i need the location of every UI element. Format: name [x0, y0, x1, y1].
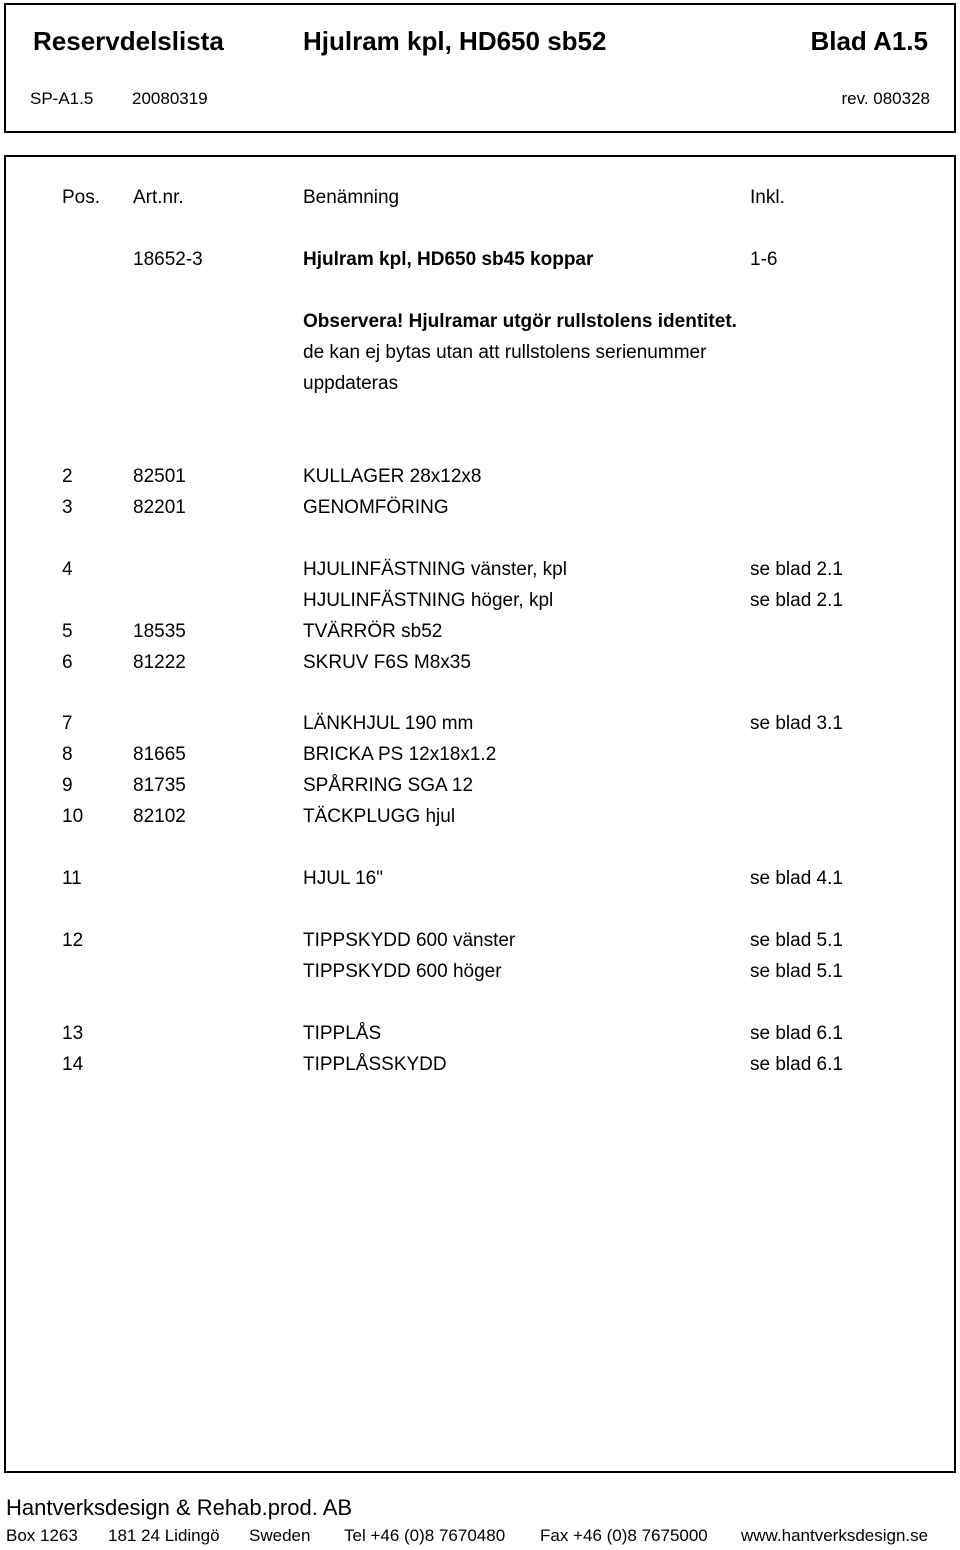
assembly-incl: 1-6 — [750, 249, 778, 270]
row-incl: se blad 5.1 — [750, 961, 843, 982]
row-pos: 10 — [62, 806, 84, 827]
row-name: TIPPLÅS — [303, 1023, 382, 1044]
assembly-name: Hjulram kpl, HD650 sb45 koppar — [303, 249, 594, 270]
row-name: KULLAGER 28x12x8 — [303, 466, 482, 487]
footer-web[interactable]: www.hantverksdesign.se — [741, 1526, 929, 1545]
row-pos: 13 — [62, 1023, 84, 1044]
footer-fax: Fax +46 (0)8 7675000 — [540, 1526, 708, 1545]
column-header-pos: Pos. — [62, 187, 101, 208]
row-name: TIPPSKYDD 600 vänster — [303, 930, 516, 951]
row-pos: 3 — [62, 497, 73, 518]
row-pos: 9 — [62, 775, 73, 796]
assembly-art: 18652-3 — [133, 249, 203, 270]
footer-city: 181 24 Lidingö — [108, 1526, 220, 1545]
row-incl: se blad 5.1 — [750, 930, 843, 951]
row-pos: 6 — [62, 652, 73, 673]
sheet-number: Blad A1.5 — [810, 26, 928, 56]
note-line-2: de kan ej bytas utan att rullstolens serienummer — [303, 342, 707, 363]
row-incl: se blad 3.1 — [750, 713, 843, 734]
row-name: TVÄRRÖR sb52 — [303, 621, 443, 642]
row-art: 81222 — [133, 652, 186, 673]
column-header-incl: Inkl. — [750, 187, 785, 208]
row-name: LÄNKHJUL 190 mm — [303, 713, 474, 734]
row-pos: 11 — [62, 868, 82, 889]
row-name: BRICKA PS 12x18x1.2 — [303, 744, 497, 765]
revision: rev. 080328 — [841, 89, 930, 108]
row-incl: se blad 6.1 — [750, 1023, 843, 1044]
header-box — [4, 3, 956, 133]
note-line-3: uppdateras — [303, 373, 399, 394]
product-title: Hjulram kpl, HD650 sb52 — [303, 26, 607, 56]
row-name: TIPPLÅSSKYDD — [303, 1054, 447, 1075]
row-art: 81665 — [133, 744, 186, 765]
row-incl: se blad 6.1 — [750, 1054, 843, 1075]
row-art: 18535 — [133, 621, 186, 642]
row-art: 82102 — [133, 806, 186, 827]
row-name: HJULINFÄSTNING vänster, kpl — [303, 559, 567, 580]
row-pos: 7 — [62, 713, 73, 734]
footer-tel: Tel +46 (0)8 7670480 — [344, 1526, 506, 1545]
row-pos: 5 — [62, 621, 73, 642]
row-name: GENOMFÖRING — [303, 497, 449, 518]
row-incl: se blad 2.1 — [750, 559, 843, 580]
document-date: 20080319 — [132, 89, 208, 108]
row-name: HJUL 16" — [303, 868, 383, 889]
document-title: Reservdelslista — [33, 26, 224, 56]
row-name: TÄCKPLUGG hjul — [303, 806, 456, 827]
row-art: 81735 — [133, 775, 186, 796]
footer-company: Hantverksdesign & Rehab.prod. AB — [6, 1495, 353, 1520]
row-name: SKRUV F6S M8x35 — [303, 652, 471, 673]
row-pos: 14 — [62, 1054, 84, 1075]
row-incl: se blad 4.1 — [750, 868, 843, 889]
row-art: 82501 — [133, 466, 186, 487]
row-pos: 2 — [62, 466, 73, 487]
footer-country: Sweden — [249, 1526, 311, 1545]
row-name: TIPPSKYDD 600 höger — [303, 961, 502, 982]
column-header-name: Benämning — [303, 187, 400, 208]
note-line-1: Observera! Hjulramar utgör rullstolens identitet. — [303, 311, 737, 332]
row-art: 82201 — [133, 497, 186, 518]
row-pos: 12 — [62, 930, 84, 951]
document-id: SP-A1.5 — [30, 89, 94, 108]
column-header-art: Art.nr. — [133, 187, 184, 208]
row-name: HJULINFÄSTNING höger, kpl — [303, 590, 554, 611]
row-incl: se blad 2.1 — [750, 590, 843, 611]
row-pos: 8 — [62, 744, 73, 765]
row-pos: 4 — [62, 559, 73, 580]
footer-box: Box 1263 — [6, 1526, 78, 1545]
row-name: SPÅRRING SGA 12 — [303, 775, 474, 796]
